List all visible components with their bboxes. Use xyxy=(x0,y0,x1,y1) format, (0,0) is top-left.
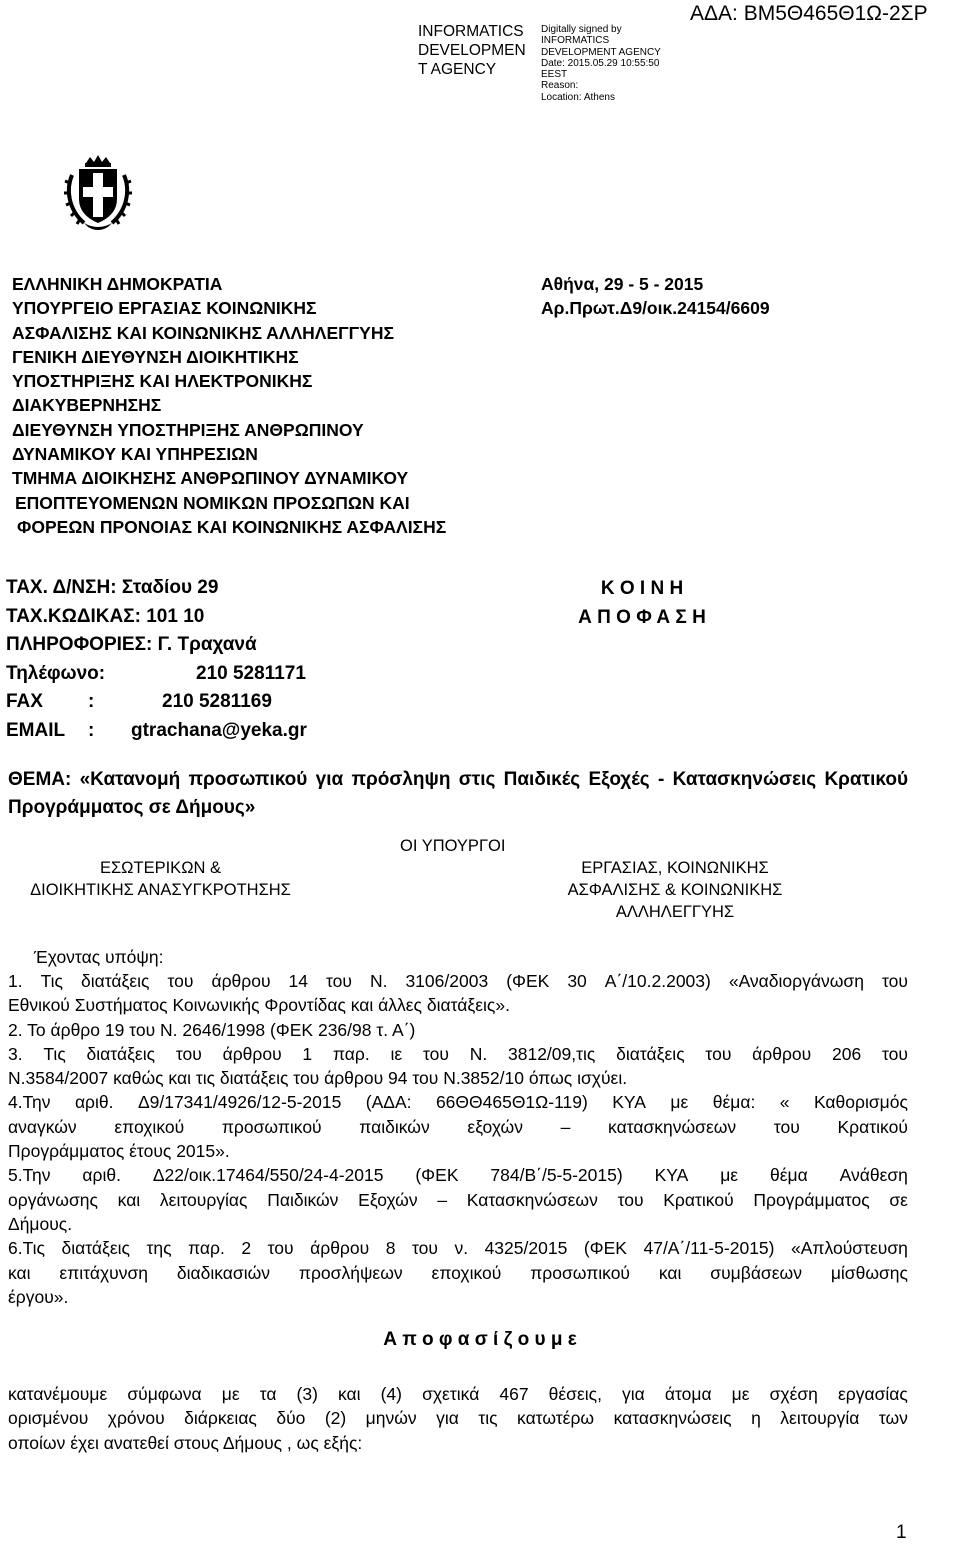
minister-right-line: ΕΡΓΑΣΙΑΣ, ΚΟΙΝΩΝΙΚΗΣ xyxy=(581,859,769,877)
header-line: ΦΟΡΕΩΝ ΠΡΟΝΟΙΑΣ ΚΑΙ ΚΟΙΝΩΝΙΚΗΣ ΑΣΦΑΛΙΣΗΣ xyxy=(17,516,447,537)
consideration-word: αριθ. xyxy=(82,1165,121,1186)
consideration-word: ιε xyxy=(390,1043,403,1064)
consideration-line xyxy=(8,1261,908,1285)
consideration-word: κατασκηνώσεων xyxy=(608,1116,737,1137)
decision-text xyxy=(8,1382,908,1455)
consideration-word: εξοχών xyxy=(467,1116,523,1137)
consideration-word: διαδικασιών xyxy=(176,1262,271,1283)
contact-person: ΠΛΗΡΟΦΟΡΙΕΣ: Γ. Τραχανά xyxy=(6,634,257,655)
decision-word: και xyxy=(338,1384,361,1404)
consideration-line xyxy=(8,1042,908,1066)
consideration-word: 5.Την xyxy=(8,1165,51,1186)
signature-detail-line: INFORMATICS xyxy=(541,35,610,47)
consideration-word: συμβάσεων xyxy=(710,1262,802,1283)
consideration-word: άρθρου xyxy=(222,1043,282,1064)
fax-number: 210 5281169 xyxy=(162,691,272,712)
consideration-line: 2. Το άρθρο 19 του Ν. 2646/1998 (ΦΕΚ 236/98 τ. Α΄) xyxy=(8,1019,416,1040)
signature-detail-line: Digitally signed by xyxy=(541,24,622,35)
signature-org-line: T AGENCY xyxy=(418,61,497,78)
signature-detail-line: Reason: xyxy=(541,80,579,92)
consideration-word: Εξοχών xyxy=(358,1189,418,1210)
consideration-word: του xyxy=(167,971,194,991)
phone-label: Τηλέφωνο: xyxy=(6,662,106,684)
consideration-word: 3812/09,τις xyxy=(508,1043,596,1064)
email-colon: : xyxy=(88,719,95,741)
signature-detail-line: DEVELOPMENT AGENCY xyxy=(541,46,661,58)
consideration-word: αριθ. xyxy=(74,1092,114,1113)
consideration-line: Δήμους. xyxy=(8,1213,73,1234)
decision-word: τις xyxy=(478,1408,498,1429)
consideration-word: 66ΘΘ465Θ1Ω-119) xyxy=(435,1092,588,1113)
consideration-word: εποχικού xyxy=(431,1262,502,1283)
decision-word: σχετικά xyxy=(422,1384,480,1404)
consideration-word: Κατασκηνώσεων xyxy=(466,1189,598,1210)
consideration-word: Κρατικού xyxy=(837,1116,908,1137)
consideration-word: του xyxy=(267,1238,294,1259)
consideration-line: Εθνικού Συστήματος Κοινωνικής Φροντίδας και άλλες διατάξεις». xyxy=(8,995,510,1016)
consideration-word: του xyxy=(882,1043,908,1064)
consideration-word: προσωπικού xyxy=(221,1116,322,1137)
postal-address: ΤΑΧ. Δ/ΝΣΗ: Σταδίου 29 xyxy=(6,577,219,598)
decision-word: άτομα xyxy=(664,1384,712,1404)
phone-line xyxy=(6,660,307,689)
decision-word: 467 xyxy=(499,1384,529,1404)
consideration-word: Τις xyxy=(40,971,63,991)
consideration-word: Ν. xyxy=(469,1043,488,1064)
consideration-word: 206 xyxy=(832,1043,862,1064)
consideration-word: με xyxy=(720,1165,739,1186)
email-line xyxy=(6,717,307,746)
consideration-word: και xyxy=(658,1262,682,1283)
consideration-word: Α΄/10.2.2003) xyxy=(604,971,711,991)
decision-word: εργασίας xyxy=(837,1384,908,1404)
header-line: ΔΥΝΑΜΙΚΟΥ ΚΑΙ ΥΠΗΡΕΣΙΩΝ xyxy=(12,444,258,465)
consideration-word: του xyxy=(617,1189,644,1210)
consideration-line xyxy=(8,969,908,993)
header-line: ΔΙΑΚΥΒΕΡΝΗΣΗΣ xyxy=(12,395,162,416)
consideration-word: 8 xyxy=(385,1238,396,1259)
decision-word: θέσεις, xyxy=(548,1384,602,1404)
consideration-word: Ν. xyxy=(369,971,388,991)
signature-detail-line: Date: 2015.05.29 10:55:50 xyxy=(541,57,660,69)
considering-heading: Έχοντας υπόψη: xyxy=(34,947,164,967)
minister-right-line: ΑΣΦΑΛΙΣΗΣ & ΚΟΙΝΩΝΙΚΗΣ xyxy=(567,881,783,899)
decision-word: τα xyxy=(259,1384,277,1404)
decision-word: σχέση xyxy=(769,1384,818,1404)
consideration-word: (ΦΕΚ xyxy=(506,971,550,991)
consideration-word: διατάξεις xyxy=(86,1043,156,1064)
phone-number: 210 5281171 xyxy=(196,662,306,684)
header-line: ΕΠΟΠΤΕΥΟΜΕΝΩΝ ΝΟΜΙΚΩΝ ΠΡΟΣΩΠΩΝ ΚΑΙ xyxy=(15,492,410,513)
consideration-word: Καθορισμός xyxy=(813,1092,908,1113)
minister-left xyxy=(8,857,313,901)
decision-word: κατωτέρω xyxy=(517,1408,595,1429)
considerations-list xyxy=(8,969,908,1309)
decision-word: για xyxy=(436,1408,459,1429)
consideration-word: 6.Τις xyxy=(8,1238,45,1259)
consideration-word: ΚΥΑ xyxy=(612,1092,646,1113)
fax-line xyxy=(6,688,307,717)
decision-word: λειτουργία xyxy=(780,1408,860,1429)
header-line: ΤΜΗΜΑ ΔΙΟΙΚΗΣΗΣ ΑΝΘΡΩΠΙΝΟΥ ΔΥΝΑΜΙΚΟΥ xyxy=(12,468,409,489)
consideration-word: – xyxy=(437,1189,448,1210)
consideration-word: Προγράμματος xyxy=(753,1189,870,1210)
consideration-word: μίσθωσης xyxy=(830,1262,908,1283)
decision-word: ορισμένου xyxy=(8,1408,89,1429)
consideration-word: (ΑΔΑ: xyxy=(365,1092,412,1113)
page-number: 1 xyxy=(896,1522,907,1543)
decision-word: σύμφωνα xyxy=(127,1384,202,1404)
consideration-word: διατάξεις xyxy=(616,1043,685,1064)
decision-word: (4) xyxy=(380,1384,402,1404)
consideration-word: της xyxy=(146,1238,172,1259)
consideration-word: αναγκών xyxy=(8,1116,77,1137)
consideration-word: ΚΥΑ xyxy=(654,1165,689,1186)
consideration-word: του xyxy=(175,1043,202,1064)
issuer-header xyxy=(12,272,446,539)
consideration-word: οργάνωσης xyxy=(8,1189,98,1210)
decision-word: (3) xyxy=(296,1384,318,1404)
email-label: EMAIL xyxy=(6,719,66,741)
minister-left-line: ΔΙΟΙΚΗΤΙΚΗΣ ΑΝΑΣΥΓΚΡΟΤΗΣΗΣ xyxy=(30,881,291,899)
consideration-word: 30 xyxy=(567,971,587,991)
consideration-word: προσωπικού xyxy=(530,1262,630,1283)
consideration-word: 1. xyxy=(8,971,23,991)
consideration-word: του xyxy=(705,1043,732,1064)
consideration-word: 784/Β΄/5-5-2015) xyxy=(490,1165,623,1186)
document-date: Αθήνα, 29 - 5 - 2015 xyxy=(541,274,704,294)
consideration-word: Δ22/οικ.17464/550/24-4-2015 xyxy=(152,1165,384,1186)
header-line: ΓΕΝΙΚΗ ΔΙΕΥΘΥΝΣΗ ΔΙΟΙΚΗΤΙΚΗΣ xyxy=(12,346,299,367)
consideration-word: του xyxy=(411,1238,438,1259)
consideration-line xyxy=(8,1115,908,1139)
minister-right-line: ΑΛΛΗΛΕΓΓΥΗΣ xyxy=(615,903,735,921)
consideration-word: Ανάθεση xyxy=(839,1165,908,1186)
consideration-word: 4325/2015 xyxy=(484,1238,568,1259)
consideration-word: 2 xyxy=(241,1238,252,1259)
consideration-word: άρθρου xyxy=(211,971,271,991)
consideration-line: Ν.3584/2007 καθώς και τις διατάξεις του άρθρου 94 του Ν.3852/10 όπως ισχύει. xyxy=(8,1068,628,1089)
minister-left-line: ΕΣΩΤΕΡΙΚΩΝ & xyxy=(99,859,222,877)
consideration-word: του xyxy=(325,971,352,991)
consideration-word: Τις xyxy=(43,1043,66,1064)
header-line: ΔΙΕΥΘΥΝΣΗ ΥΠΟΣΤΗΡΙΞΗΣ ΑΝΘΡΩΠΙΝΟΥ xyxy=(12,419,364,440)
consideration-word: παιδικών xyxy=(359,1116,430,1137)
decision-word: κατανέμουμε xyxy=(8,1384,108,1404)
decision-word: (2) xyxy=(324,1408,347,1429)
decision-line: οποίων έχει ανατεθεί στους Δήμους , ως εξής: xyxy=(8,1432,363,1453)
consideration-word: « xyxy=(779,1092,790,1113)
decision-heading: Α π ο φ α σ ί ζ ο υ μ ε xyxy=(383,1329,577,1350)
consideration-word: άρθρου xyxy=(752,1043,812,1064)
date-protocol-block xyxy=(541,272,770,321)
signature-detail-line: EEST xyxy=(541,69,568,81)
consideration-word: θέμα xyxy=(769,1165,808,1186)
postal-code: ΤΑΧ.ΚΩΔΙΚΑΣ: 101 10 xyxy=(6,605,205,627)
email-address: gtrachana@yeka.gr xyxy=(131,719,307,741)
consideration-line xyxy=(8,1090,908,1114)
consideration-word: προσλήψεων xyxy=(298,1262,403,1283)
decision-word: δύο xyxy=(276,1408,306,1429)
ministers-title: ΟΙ ΥΠΟΥΡΓΟΙ xyxy=(400,837,506,855)
decision-word: κατασκηνώσεις xyxy=(613,1408,732,1429)
header-line: ΥΠΟΥΡΓΕΙΟ ΕΡΓΑΣΙΑΣ ΚΟΙΝΩΝΙΚΗΣ xyxy=(12,298,317,319)
consideration-word: του xyxy=(773,1116,800,1137)
consideration-word: (ΦΕΚ xyxy=(583,1238,627,1259)
consideration-word: επιτάχυνση xyxy=(59,1262,149,1283)
consideration-word: παρ. xyxy=(188,1238,225,1259)
consideration-word: εποχικού xyxy=(114,1116,185,1137)
decision-word: μηνών xyxy=(365,1408,417,1429)
consideration-word: παρ. xyxy=(332,1043,370,1064)
document-type xyxy=(542,575,742,632)
consideration-word: διατάξεις xyxy=(61,1238,130,1259)
consideration-word: 3. xyxy=(8,1043,23,1064)
decision-word: για xyxy=(622,1384,645,1404)
signature-org-line: INFORMATICS xyxy=(418,23,524,40)
signature-detail-line: Location: Athens xyxy=(541,91,615,103)
consideration-line: Προγράμματος έτους 2015». xyxy=(8,1141,230,1162)
consideration-word: του xyxy=(422,1043,449,1064)
consideration-word: σε xyxy=(889,1189,908,1210)
decision-word: χρόνου xyxy=(107,1408,165,1429)
decision-line xyxy=(8,1406,908,1430)
decision-word: με xyxy=(221,1384,240,1404)
signature-details xyxy=(541,24,661,103)
signature-organization xyxy=(418,22,526,79)
consideration-word: 47/Α΄/11-5-2015) xyxy=(643,1238,775,1259)
consideration-line: έργου». xyxy=(8,1286,69,1307)
consideration-word: 14 xyxy=(288,971,308,991)
consideration-word: Δ9/17341/4926/12-5-2015 xyxy=(137,1092,342,1113)
minister-right xyxy=(540,857,810,923)
consideration-word: 1 xyxy=(302,1043,313,1064)
coat-of-arms-icon xyxy=(62,153,134,231)
consideration-word: 4.Την xyxy=(8,1092,51,1113)
document-type-line: Α Π Ο Φ Α Σ Η xyxy=(578,606,706,628)
contact-block xyxy=(6,574,307,745)
header-line: ΥΠΟΣΤΗΡΙΞΗΣ ΚΑΙ ΗΛΕΚΤΡΟΝΙΚΗΣ xyxy=(12,371,313,392)
consideration-word: και xyxy=(8,1262,31,1283)
subject: ΘΕΜΑ: «Κατανομή προσωπικού για πρόσληψη στις Παιδικές Εξοχές - Κατασκηνώσεις Κρατικού Προγράμματος σε Δήμους» xyxy=(8,769,908,818)
consideration-word: ν. xyxy=(454,1238,469,1259)
consideration-line xyxy=(8,1236,908,1260)
consideration-word: Παιδικών xyxy=(267,1189,339,1210)
consideration-word: με xyxy=(670,1092,689,1113)
consideration-word: του xyxy=(881,971,908,991)
signature-org-line: DEVELOPMEN xyxy=(418,42,526,59)
consideration-word: (ΦΕΚ xyxy=(415,1165,459,1186)
document-type-line: Κ Ο Ι Ν Η xyxy=(600,578,684,599)
consideration-word: λειτουργίας xyxy=(159,1189,248,1210)
consideration-word: Κρατικού xyxy=(663,1189,734,1210)
consideration-word: και xyxy=(117,1189,141,1210)
decision-word: με xyxy=(731,1384,750,1404)
consideration-line xyxy=(8,1163,908,1187)
fax-colon: : xyxy=(88,691,95,712)
fax-label: FAX xyxy=(6,691,43,712)
header-line: ΕΛΛΗΝΙΚΗ ΔΗΜΟΚΡΑΤΙΑ xyxy=(12,274,223,294)
consideration-word: άρθρου xyxy=(310,1238,370,1259)
consideration-word: – xyxy=(560,1116,571,1137)
consideration-word: διατάξεις xyxy=(80,971,150,991)
consideration-word: «Απλούστευση xyxy=(791,1238,908,1259)
header-line: ΑΣΦΑΛΙΣΗΣ ΚΑΙ ΚΟΙΝΩΝΙΚΗΣ ΑΛΛΗΛΕΓΓΥΗΣ xyxy=(12,322,394,343)
protocol-number: Αρ.Πρωτ.Δ9/οικ.24154/6609 xyxy=(541,298,770,319)
ada-code: ΑΔΑ: ΒΜ5Θ465Θ1Ω-2ΣΡ xyxy=(690,2,928,25)
decision-word: η xyxy=(751,1408,761,1429)
consideration-word: 3106/2003 xyxy=(405,971,489,991)
decision-line xyxy=(8,1382,908,1406)
consideration-line xyxy=(8,1188,908,1212)
decision-word: διάρκειας xyxy=(184,1408,257,1429)
decision-word: των xyxy=(878,1408,908,1429)
consideration-word: θέμα: xyxy=(712,1092,756,1113)
consideration-word: «Αναδιοργάνωση xyxy=(728,971,864,991)
